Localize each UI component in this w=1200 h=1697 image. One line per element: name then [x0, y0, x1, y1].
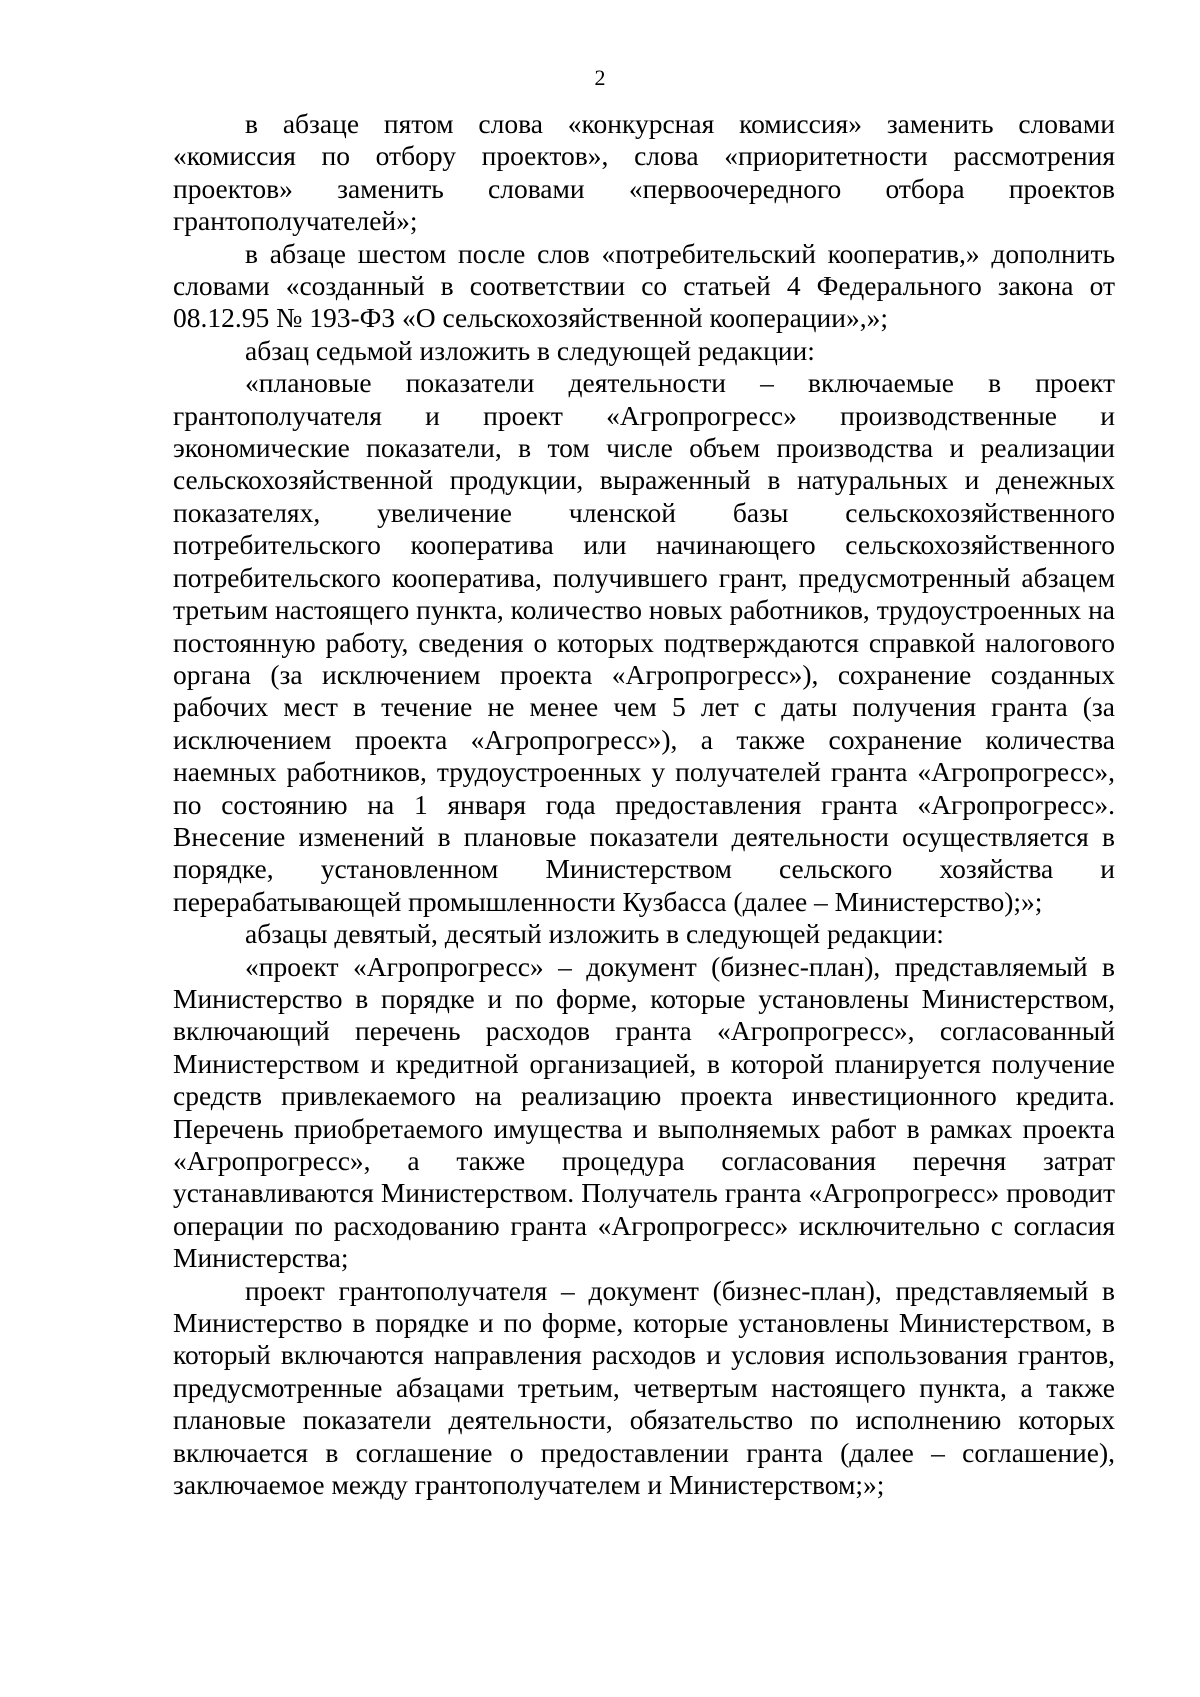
paragraph-1: в абзаце пятом слова «конкурсная комиссия» заменить словами «комиссия по отбору проектов», слова «приоритетности рассмотрения проектов» заменить словами «первоочередного отбора проектов грантополучателей»; [173, 108, 1115, 237]
page-number: 2 [594, 65, 606, 90]
paragraph-3: абзац седьмой изложить в следующей редакции: [245, 334, 815, 366]
paragraph-4: «плановые показатели деятельности – включаемые в проект грантополучателя и проект «Агропрогресс» производственные и экономические показатели, в том числе объем производства и реализации сельскохозяйственной продукции, выраженный в натуральных и денежных показателях, увеличение членской базы сельскохозяйственного потребительского кооператива или начинающего сельскохозяйственного потребительского кооператива, получившего грант, предусмотренный абзацем третьим настоящего пункта, количество новых работников, трудоустроенных на постоянную работу, сведения о которых подтверждаются справкой налогового органа (за исключением проекта «Агропрогресс»), сохранение созданных рабочих мест в течение не менее чем 5 лет с даты получения гранта (за исключением проекта «Агропрогресс»), а также сохранение количества наемных работников, трудоустроенных у получателей гранта «Агропрогресс», по состоянию на 1 января года предоставления гранта «Агропрогресс». Внесение изменений в плановые показатели деятельности осуществляется в порядке, установленном Министерством сельского хозяйства и перерабатывающей промышленности Кузбасса (далее – Министерство);»; [173, 367, 1115, 917]
paragraph-7: проект грантополучателя – документ (бизнес-план), представляемый в Министерство в порядке и по форме, которые установлены Министерством, в который включаются направления расходов и условия использования грантов, предусмотренные абзацами третьим, четвертым настоящего пункта, а также плановые показатели деятельности, обязательство по исполнению которых включается в соглашение о предоставлении гранта (далее – соглашение), заключаемое между грантополучателем и Министерством;»; [173, 1274, 1115, 1501]
paragraph-2: в абзаце шестом после слов «потребительский кооператив,» дополнить словами «созданный в соответствии со статьей 4 Федерального закона от 08.12.95 № 193-ФЗ «О сельскохозяйственной кооперации»,»; [173, 237, 1115, 334]
paragraph-5: абзацы девятый, десятый изложить в следующей редакции: [245, 918, 944, 950]
paragraph-6: «проект «Агропрогресс» – документ (бизнес-план), представляемый в Министерство в порядке и по форме, которые установлены Министерством, включающий перечень расходов гранта «Агропрогресс», согласованный Министерством и кредитной организацией, в которой планируется получение средств привлекаемого на реализацию проекта инвестиционного кредита. Перечень приобретаемого имущества и выполняемых работ в рамках проекта «Агропрогресс», а также процедура согласования перечня затрат устанавливаются Министерством. Получатель гранта «Агропрогресс» проводит операции по расходованию гранта «Агропрогресс» исключительно с согласия Министерства; [173, 950, 1115, 1274]
document-body [173, 108, 1115, 1501]
